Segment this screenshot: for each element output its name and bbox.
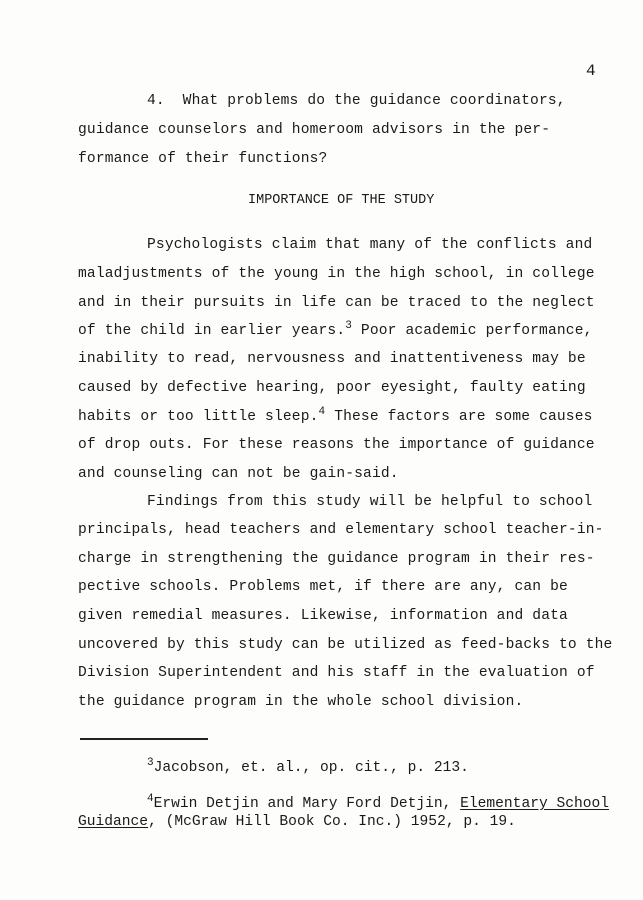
para1-line-4-b: Poor academic performance, [352,323,593,339]
footnote-divider [80,738,208,740]
footnote-4-line-2 [78,814,516,830]
para1-line-3: and in their pursuits in life can be traced to the neglect [78,295,595,311]
para1-line-9: and counseling can not be gain-said. [78,466,399,482]
footnote-4-title-b: Guidance [78,814,149,830]
footnote-4-line-1 [147,793,610,812]
footnote-ref-3: 3 [345,320,352,332]
para1-line-6: caused by defective hearing, poor eyesight, faulty eating [78,380,586,396]
question-number: 4. [147,93,165,109]
para1-line-4-a: of the child in earlier years. [78,323,346,339]
footnote-4-authors: Erwin Detjin and Mary Ford Detjin, [153,796,461,812]
footnote-ref-4: 4 [318,406,326,418]
question-text-1: What problems do the guidance coordinators, [182,93,566,109]
para2-line-1: Findings from this study will be helpful to school [147,494,593,510]
para1-line-7-a: habits or too little sleep. [78,409,319,425]
para1-line-7 [78,408,593,426]
para1-line-8: of drop outs. For these reasons the importance of guidance [78,437,595,453]
section-heading: IMPORTANCE OF THE STUDY [248,193,435,208]
footnote-3 [147,757,469,776]
footnote-4-mark: 4 [147,793,154,805]
para2-line-8: the guidance program in the whole school division. [78,694,524,710]
question-line-3: formance of their functions? [78,151,328,167]
para2-line-5: given remedial measures. Likewise, information and data [78,608,568,624]
page-number: 4 [586,62,596,80]
question-line-2: guidance counselors and homeroom advisors in the per- [78,122,551,138]
para1-line-7-b: These factors are some causes [325,409,593,425]
para1-line-1: Psychologists claim that many of the conflicts and [147,237,593,253]
para2-line-3: charge in strengthening the guidance program in their res- [78,551,595,567]
para1-line-2: maladjustments of the young in the high school, in college [78,266,595,282]
footnote-4-title-a: Elementary School [460,796,610,812]
para1-line-4 [78,322,593,340]
footnote-3-text: Jacobson, et. al., op. cit., p. 213. [153,760,469,776]
footnote-3-mark: 3 [147,757,154,769]
para2-line-7: Division Superintendent and his staff in the evaluation of [78,665,595,681]
footnote-4-rest: , (McGraw Hill Book Co. Inc.) 1952, p. 19. [148,814,516,830]
para2-line-2: principals, head teachers and elementary school teacher-in- [78,522,604,538]
question-line-1 [147,92,566,110]
para1-line-5: inability to read, nervousness and inattentiveness may be [78,351,586,367]
para2-line-4: pective schools. Problems met, if there are any, can be [78,579,568,595]
para2-line-6: uncovered by this study can be utilized as feed-backs to the [78,637,613,653]
